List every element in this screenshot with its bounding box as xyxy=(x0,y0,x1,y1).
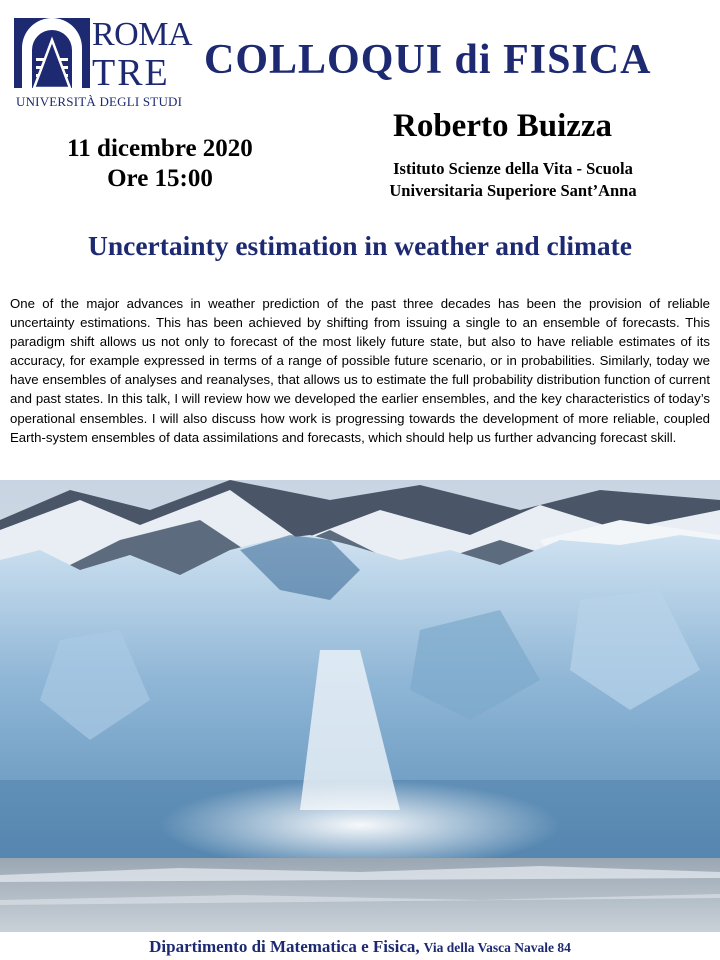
roma-tre-logo-icon xyxy=(14,18,90,92)
talk-title: Uncertainty estimation in weather and climate xyxy=(87,230,633,261)
talk-abstract: One of the major advances in weather prediction of the past three decades has been the provision of reliable uncertainty estimations. This has been achieved by shifting from issuing a single to an ensemble of forecasts. This paradigm shift allows us not only to forecast of the most likely future state, but also to have reliable estimates of its accuracy, for example expressed in terms of a range of possible future scenario, or in probabilities. Similarly, today we have ensembles of analyses and reanalyses, that allows us to estimate the full probability distribution function of current and past states. In this talk, I will review how we developed the earlier ensembles, and the key characteristics of today’s operational ensembles. I will also discuss how work is progressing towards the development of more reliable, coupled Earth-system ensembles of data assimilations and forecasts, which should help us further advancing forecast skill. xyxy=(10,296,710,445)
affiliation-line-2: Universitaria Superiore Sant’Anna xyxy=(389,181,637,200)
series-title: COLLOQUI di FISICA xyxy=(204,37,652,83)
speaker-name: Roberto Buizza xyxy=(393,108,613,144)
footer xyxy=(0,936,720,959)
university-logo xyxy=(14,16,193,110)
glacier-photo xyxy=(0,480,720,932)
event-date: 11 dicembre 2020 xyxy=(67,135,253,162)
affiliation-line-1: Istituto Scienze della Vita - Scuola xyxy=(393,159,633,178)
logo-text-tre: TRE xyxy=(92,52,170,94)
logo-subtitle: UNIVERSITÀ DEGLI STUDI xyxy=(16,94,183,109)
department-address: Via della Vasca Navale 84 xyxy=(423,940,571,955)
logo-text-roma: ROMA xyxy=(92,16,193,53)
event-time: Ore 15:00 xyxy=(107,165,213,192)
speaker-affiliation xyxy=(348,158,678,202)
department-name: Dipartimento di Matematica e Fisica, xyxy=(149,937,420,956)
date-time-block xyxy=(40,134,280,194)
